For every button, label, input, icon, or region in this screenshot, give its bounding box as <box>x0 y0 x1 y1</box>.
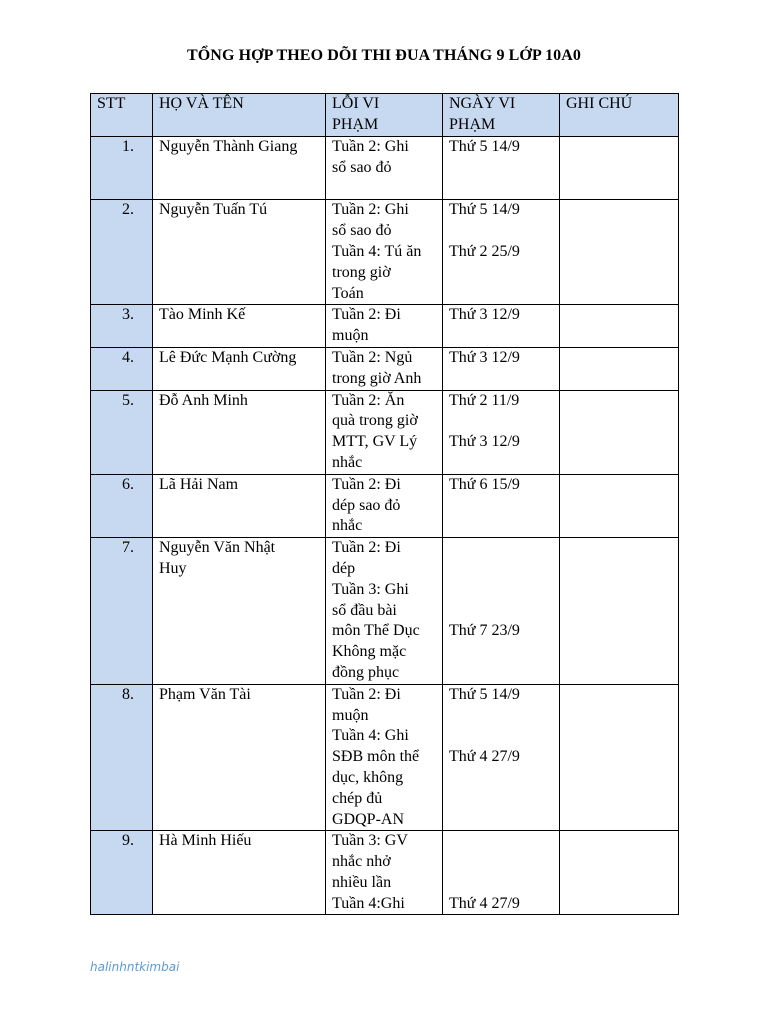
violation-line: Không mặc <box>332 643 407 661</box>
violation-cell <box>326 305 443 348</box>
note-cell <box>560 684 679 831</box>
name-cell <box>153 538 326 685</box>
table-row <box>91 200 679 305</box>
violation-line: Tuần 3: Ghi <box>332 580 409 598</box>
date-cell <box>443 684 560 831</box>
table-row <box>91 305 679 348</box>
violation-line: chép đủ <box>332 789 383 807</box>
date-line: Thứ 2 11/9 <box>449 391 520 409</box>
note-cell <box>560 305 679 348</box>
violation-line: sổ đầu bài <box>332 601 397 619</box>
violation-line: Tuần 4:Ghi <box>332 894 405 912</box>
date-line <box>449 831 554 852</box>
violation-line <box>332 179 437 200</box>
date-line <box>449 411 554 432</box>
name-cell <box>153 200 326 305</box>
header-violation: LỖI VI PHẠM <box>326 94 443 137</box>
violation-cell <box>326 200 443 305</box>
violation-cell <box>326 347 443 390</box>
stt-cell: 7. <box>91 538 153 685</box>
violation-line: Tuần 4: Tú ăn <box>332 242 422 260</box>
name-line: Nguyễn Thành Giang <box>159 138 298 155</box>
name-cell <box>153 684 326 831</box>
stt-cell: 6. <box>91 474 153 537</box>
table-row <box>91 347 679 390</box>
date-line <box>449 559 554 580</box>
violation-line: Tuần 2: Ăn <box>332 391 405 409</box>
violation-line: Tuần 2: Đi <box>332 475 401 493</box>
violation-line: Tuần 2: Đi <box>332 539 401 557</box>
date-cell <box>443 200 560 305</box>
violation-line: muộn <box>332 327 369 345</box>
date-cell <box>443 137 560 200</box>
name-cell <box>153 347 326 390</box>
date-cell <box>443 831 560 915</box>
date-cell <box>443 305 560 348</box>
violation-line: môn Thể Dục <box>332 622 420 640</box>
violation-line: dép <box>332 559 356 577</box>
stt-cell: 3. <box>91 305 153 348</box>
table-row <box>91 831 679 915</box>
violation-line: SĐB môn thể <box>332 748 420 766</box>
violation-cell <box>326 538 443 685</box>
violation-line: trong giờ <box>332 263 391 281</box>
document-title: TỔNG HỢP THEO DÕI THI ĐUA THÁNG 9 LỚP 10A0 <box>186 47 582 64</box>
violation-line: muộn <box>332 706 369 724</box>
stt-cell: 2. <box>91 200 153 305</box>
violation-line: nhắc nhở <box>332 853 391 871</box>
violation-line: Tuần 3: GV <box>332 832 408 850</box>
date-line: Thứ 2 25/9 <box>449 242 520 260</box>
table-row <box>91 474 679 537</box>
violation-line: MTT, GV Lý <box>332 433 418 451</box>
violation-line: dục, không <box>332 768 404 786</box>
violation-line: trong giờ Anh <box>332 369 422 387</box>
date-line <box>449 706 554 727</box>
violation-line: nhắc <box>332 517 363 535</box>
violation-cell <box>326 390 443 474</box>
date-line: Thứ 4 27/9 <box>449 894 520 912</box>
violation-line: Tuần 2: Ngủ <box>332 348 413 366</box>
violation-cell <box>326 137 443 200</box>
violation-cell <box>326 831 443 915</box>
violation-line: Tuần 4: Ghi <box>332 727 409 745</box>
name-line: Nguyễn Văn Nhật <box>159 539 276 557</box>
note-cell <box>560 538 679 685</box>
note-cell <box>560 347 679 390</box>
date-line <box>449 221 554 242</box>
violations-table <box>90 93 679 915</box>
date-line: Thứ 7 23/9 <box>449 622 520 640</box>
name-cell <box>153 831 326 915</box>
name-line: Phạm Văn Tài <box>159 685 251 703</box>
violation-cell <box>326 684 443 831</box>
violation-line: Toán <box>332 284 364 302</box>
violation-line: nhiều lần <box>332 873 392 891</box>
date-line: Thứ 3 12/9 <box>449 348 520 366</box>
violation-line: sổ sao đỏ <box>332 158 392 176</box>
header-date: NGÀY VI PHẠM <box>443 94 560 137</box>
date-line <box>449 601 554 622</box>
name-line: Nguyễn Tuấn Tú <box>159 201 268 219</box>
date-line: Thứ 6 15/9 <box>449 475 520 493</box>
date-line: Thứ 3 12/9 <box>449 306 520 324</box>
violation-line: dép sao đỏ <box>332 496 401 514</box>
watermark: halinhntkimbai <box>90 960 180 974</box>
date-cell <box>443 390 560 474</box>
name-line: Lê Đức Mạnh Cường <box>159 348 297 366</box>
note-cell <box>560 137 679 200</box>
date-cell <box>443 474 560 537</box>
date-line <box>449 852 554 873</box>
table-row <box>91 684 679 831</box>
table-row <box>91 538 679 685</box>
name-cell <box>153 305 326 348</box>
name-line: Tào Minh Kế <box>159 306 246 324</box>
header-stt: STT <box>91 94 153 137</box>
date-line <box>449 580 554 601</box>
date-line: Thứ 3 12/9 <box>449 433 520 451</box>
violation-line: Tuần 2: Đi <box>332 685 401 703</box>
name-cell <box>153 390 326 474</box>
stt-cell: 4. <box>91 347 153 390</box>
violation-line: nhắc <box>332 453 363 471</box>
violation-line: Tuần 2: Ghi <box>332 201 409 219</box>
table-header-row <box>91 94 679 137</box>
violation-line: GDQP-AN <box>332 810 404 828</box>
name-line: Huy <box>159 559 187 577</box>
date-line: Thứ 5 14/9 <box>449 138 520 155</box>
violation-line: quà trong giờ <box>332 412 418 430</box>
date-line: Thứ 5 14/9 <box>449 685 520 703</box>
date-line: Thứ 4 27/9 <box>449 748 520 766</box>
name-line: Lã Hải Nam <box>159 475 239 493</box>
note-cell <box>560 390 679 474</box>
violation-line: Tuần 2: Ghi <box>332 138 409 155</box>
date-line <box>449 726 554 747</box>
note-cell <box>560 831 679 915</box>
header-name: HỌ VÀ TÊN <box>153 94 326 137</box>
note-cell <box>560 474 679 537</box>
name-line: Hà Minh Hiếu <box>159 832 252 850</box>
name-line: Đỗ Anh Minh <box>159 391 248 409</box>
table-row <box>91 390 679 474</box>
name-cell <box>153 137 326 200</box>
date-cell <box>443 538 560 685</box>
violation-cell <box>326 474 443 537</box>
date-line: Thứ 5 14/9 <box>449 201 520 219</box>
date-cell <box>443 347 560 390</box>
header-note: GHI CHÚ <box>560 94 679 137</box>
name-cell <box>153 474 326 537</box>
stt-cell: 1. <box>91 137 153 200</box>
violation-line: Tuần 2: Đi <box>332 306 401 324</box>
violation-line: sổ sao đỏ <box>332 222 392 240</box>
violation-line: đồng phục <box>332 663 400 681</box>
date-line <box>449 873 554 894</box>
date-line <box>449 538 554 559</box>
stt-cell: 8. <box>91 684 153 831</box>
stt-cell: 9. <box>91 831 153 915</box>
note-cell <box>560 200 679 305</box>
table-row <box>91 137 679 200</box>
stt-cell: 5. <box>91 390 153 474</box>
